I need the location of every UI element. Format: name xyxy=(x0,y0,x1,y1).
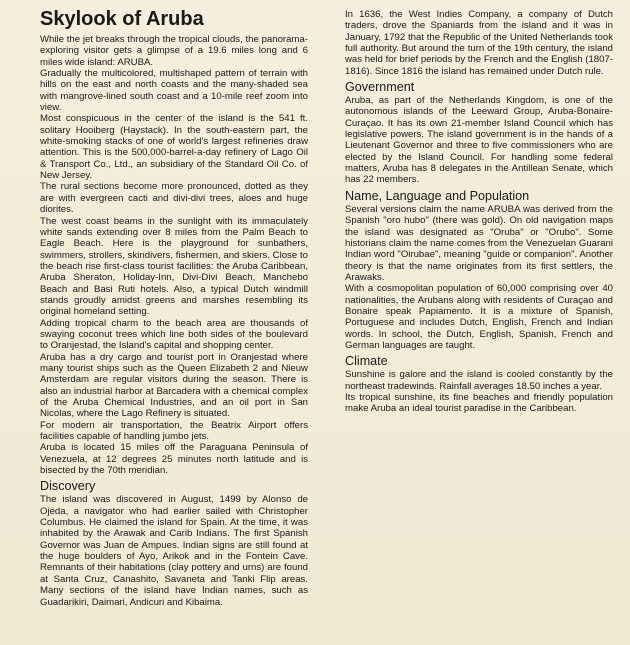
climate-heading: Climate xyxy=(345,354,388,369)
intro-paragraph: The rural sections become more pronounced, dotted as they are with evergreen cacti and divi-divi trees, aloes and huge diorites. xyxy=(40,181,308,216)
intro-paragraph: Adding tropical charm to the beach area are thousands of swaying coconut trees which line both sides of the boulevard to Oranjestad, the Island's capital and shopping center. xyxy=(40,317,308,352)
page-title: Skylook of Aruba xyxy=(40,8,204,30)
government-heading: Government xyxy=(345,80,415,95)
intro-paragraph: Aruba has a dry cargo and tourist port in Oranjestad where many tourist ships such as the Queen Elizabeth 2 and Nieuw Amsterdam are regular visitors during the season. There is also an industrial harbor at Barcadera with a chemical complex of the Aruba Chemical Industries, and an oil port in San Nicolas, where the Lago Refinery is situated. xyxy=(40,351,308,420)
right-column xyxy=(345,9,613,415)
discovery-paragraph: The island was discovered in August, 1499 by Alonso de Ojeda, a navigator who had earlier sailed with Christopher Columbus. He claimed the island for Spain. At the time, it was inhabited by the Arawak and Carib Indians. The first Spanish Governor was Juan de Ampues. Indian signs are still found at the huge boulders of Ayo, Arikok and in the Fontein Cave. Remnants of their habitations (clay pottery and urns) are found at Santa Cruz, Canashito, Savaneta and Tanki Flip areas. Many sections of the island have Indian names, such as Guadarikiri, Daimari, Andicuri and Kibaima. xyxy=(40,494,308,608)
climate-paragraph: Sunshine is galore and the island is cooled constantly by the northeast tradewinds. Rainfall averages 18.50 inches a year. xyxy=(345,369,613,392)
name-language-paragraph: Several versions claim the name ARUBA was derived from the Spanish "oro hubo" (there was gold). On old navigation maps the island was designated as "Oruba" or "Orubo". Some historians claim the name comes from the Venezuelan Guarani Indian word "Oirubae", meaning "guide or companion". Another theory is that the name originates from its first settlers, the Arawaks. xyxy=(345,203,613,283)
name-language-paragraph: With a cosmopolitan population of 60,000 comprising over 40 nationalities, the Arubans along with residents of Curaçao and Bonaire speak Papiamento. It is a mixture of Spanish, Portuguese and includes Dutch, English, French and Indian words. In school, the Dutch, English, Spanish, French and German languages are taught. xyxy=(345,283,613,351)
intro-paragraph: For modern air transportation, the Beatrix Airport offers facilities capable of handling jumbo jets. xyxy=(40,419,308,443)
climate-paragraph: Its tropical sunshine, its fine beaches and friendly population make Aruba an ideal tourist paradise in the Caribbean. xyxy=(345,391,613,415)
intro-paragraph: While the jet breaks through the tropical clouds, the panorama-exploring visitor gets a glimpse of a 19.6 miles long and 6 miles wide island: ARUBA. xyxy=(40,34,308,68)
intro-paragraph: Most conspicuous in the center of the island is the 541 ft. solitary Hooiberg (Haystack). In the south-eastern part, the white-smoking stacks of one of world's largest refineries draw attention. This is the 500,000-barrel-a-day refinery of Lago Oil & Transport Co., Ltd., an subsidiary of the Standard Oil Co. of New Jersey. xyxy=(40,113,308,182)
left-column xyxy=(40,8,308,608)
government-paragraph: Aruba, as part of the Netherlands Kingdom, is one of the autonomous islands of the Leeward Group, Aruba-Bonaire-Curaçao. It has its own 21-member Island Council which has legislative powers. The island government is in the hands of a Lieutenant Governor and three to five commissioners who are elected by the Island Council. For handling some federal matters, Aruba has 8 delegates in the Antillean Senate, which has 22 members. xyxy=(345,95,613,186)
intro-paragraph: The west coast beams in the sunlight with its immaculately white sands extending over 8 miles from the Palm Beach to Eagle Beach. Here is the playground for sunbathers, swimmers, strollers, skindivers, fishermen, and skiers. Close to the beach rise first-class tourist facilities: the Aruba Caribbean, Aruba Sheraton, Holiday-Inn, Divi-Divi Beach, Manchebo Beach and Basi Ruti hotels. Also, a typical Dutch windmill stands groudly amidst greens and marshes resembling its original homeland setting. xyxy=(40,215,308,318)
intro-paragraph: Gradually the multicolored, multishaped pattern of terrain with hills on the east and north coasts and the many-shaded sea with mangrove-lined south coast and a 10-mile reef zoom into view. xyxy=(40,68,308,114)
name-language-heading: Name, Language and Population xyxy=(345,188,530,203)
discovery-heading: Discovery xyxy=(40,479,96,494)
intro-paragraph: Aruba is located 15 miles off the Paraguana Peninsula of Venezuela, at 12 degrees 25 minutes north latitude and is bisected by the 70th meridian. xyxy=(40,442,308,477)
discovery-paragraph: In 1636, the West Indies Company, a company of Dutch traders, drove the Spaniards from the island and it was in January, 1792 that the Republic of the United Netherlands took full authority. But around the turn of the 19th century, the island was held for brief periods by the French and the English (1807-1816). Since 1816 the island has remained under Dutch rule. xyxy=(345,9,613,77)
